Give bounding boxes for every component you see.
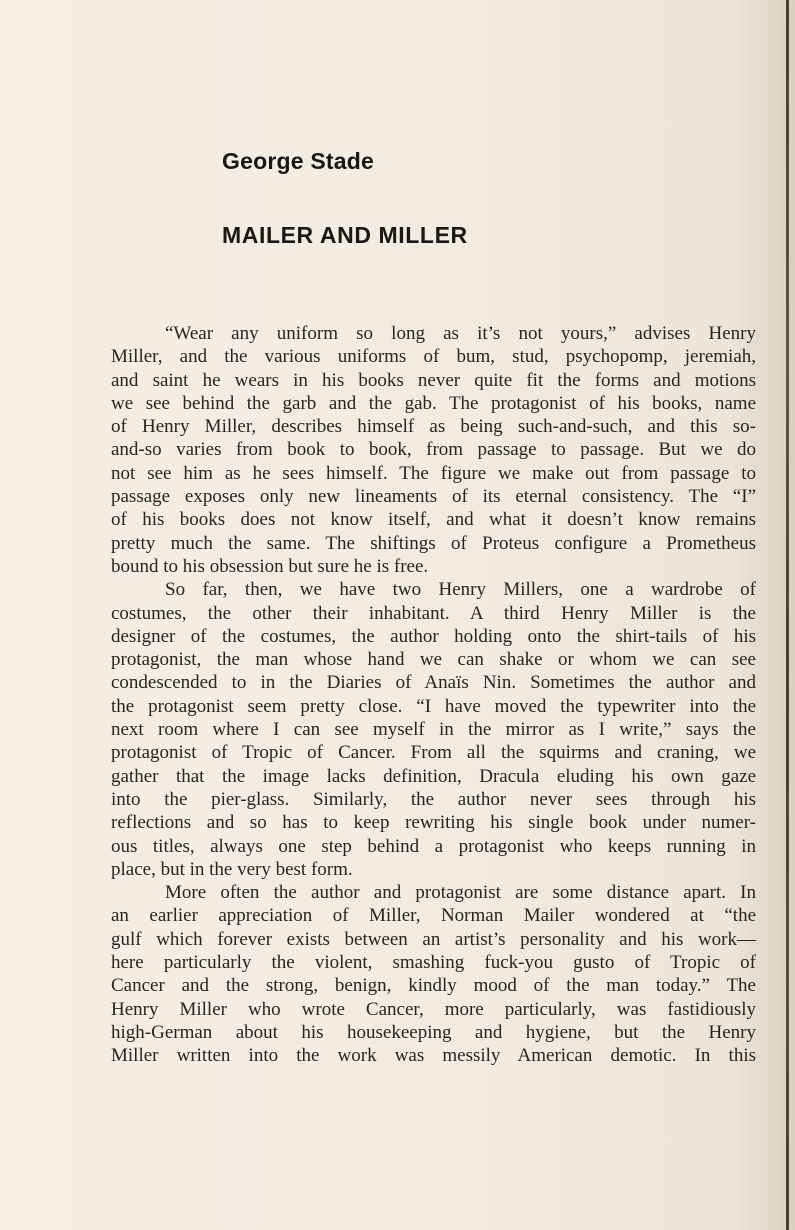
text-line: designer of the costumes, the author holding onto the shirt-tails of his <box>111 625 756 647</box>
text-line: costumes, the other their inhabitant. A third Henry Miller is the <box>111 602 756 624</box>
text-line: into the pier-glass. Similarly, the author never sees through his <box>111 788 756 810</box>
page-edge-shadow <box>786 0 789 1230</box>
text-line: More often the author and protagonist are some distance apart. In <box>165 882 756 904</box>
text-line: gulf which forever exists between an artist’s personality and his work— <box>111 928 756 950</box>
text-line: Miller, and the various uniforms of bum, stud, psychopomp, jeremiah, <box>111 346 756 368</box>
text-line: and saint he wears in his books never quite fit the forms and motions <box>111 369 756 391</box>
text-line: Cancer and the strong, benign, kindly mood of the man today.” The <box>111 975 756 997</box>
text-line: high-German about his housekeeping and hygiene, but the Henry <box>111 1021 756 1043</box>
text-line: condescended to in the Diaries of Anaïs Nin. Sometimes the author and <box>111 672 756 694</box>
chapter-title: MAILER AND MILLER <box>222 222 468 248</box>
text-line: passage exposes only new lineaments of its eternal consistency. The “I” <box>111 486 756 508</box>
text-line: of his books does not know itself, and what it doesn’t know remains <box>111 509 756 531</box>
chapter-body <box>111 322 756 1068</box>
text-line: not see him as he sees himself. The figure we make out from passage to <box>111 462 756 484</box>
text-line: Miller written into the work was messily American demotic. In this <box>111 1045 756 1067</box>
text-line: reflections and so has to keep rewriting his single book under numer- <box>111 812 756 834</box>
text-line: “Wear any uniform so long as it’s not yours,” advises Henry <box>165 323 756 344</box>
text-line: of Henry Miller, describes himself as being such-and-such, and this so- <box>111 416 756 438</box>
text-line: pretty much the same. The shiftings of Proteus configure a Prometheus <box>111 532 756 554</box>
text-line: protagonist, the man whose hand we can shake or whom we can see <box>111 649 756 671</box>
text-line: we see behind the garb and the gab. The protagonist of his books, name <box>111 392 756 414</box>
text-line: So far, then, we have two Henry Millers, one a wardrobe of <box>165 579 756 601</box>
text-line: Henry Miller who wrote Cancer, more particularly, was fastidiously <box>111 998 756 1020</box>
text-line: an earlier appreciation of Miller, Norman Mailer wondered at “the <box>111 905 756 927</box>
chapter-author: George Stade <box>222 148 374 174</box>
text-line: gather that the image lacks definition, Dracula eluding his own gaze <box>111 765 756 787</box>
text-line: place, but in the very best form. <box>111 858 353 880</box>
text-line: and-so varies from book to book, from passage to passage. But we do <box>111 439 756 461</box>
text-line: bound to his obsession but sure he is free. <box>111 555 429 577</box>
text-line: the protagonist seem pretty close. “I have moved the typewriter into the <box>111 695 756 717</box>
text-line: here particularly the violent, smashing fuck-you gusto of Tropic of <box>111 952 756 974</box>
text-line: ous titles, always one step behind a protagonist who keeps running in <box>111 835 756 857</box>
text-line: next room where I can see myself in the mirror as I write,” says the <box>111 719 756 741</box>
text-line: protagonist of Tropic of Cancer. From all the squirms and craning, we <box>111 742 756 764</box>
